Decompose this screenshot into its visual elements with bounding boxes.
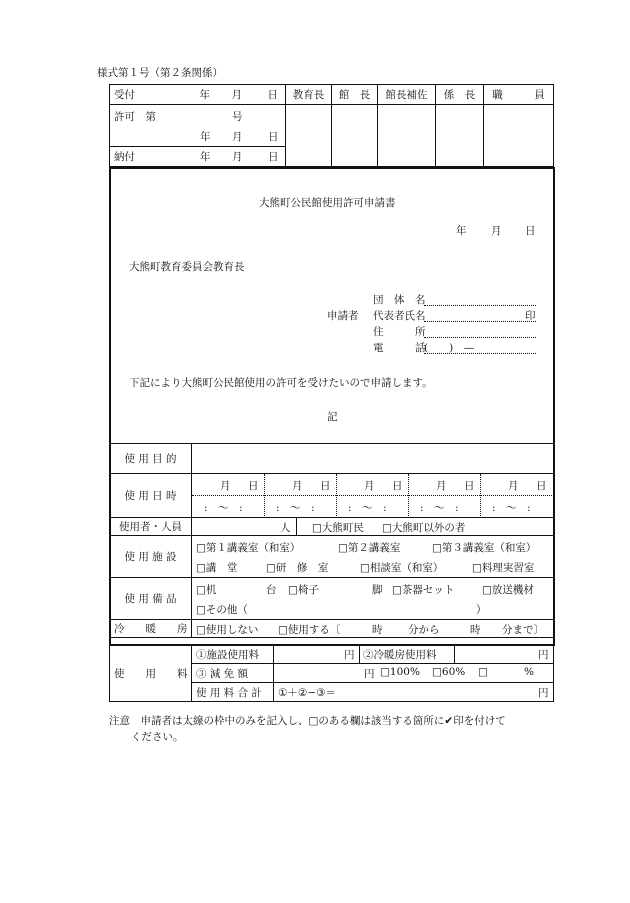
form-number: 様式第１号（第２条関係） [97,67,223,79]
facility-label: 使 用 施 設 [110,536,192,578]
purpose-label: 使 用 目 的 [110,444,192,474]
phone-field[interactable]: ( ) — [424,340,536,354]
uketsuke-cell: 受付 年 月 日 [110,85,286,105]
users-label: 使用者・人員 [110,518,192,536]
aircon-label: 冷 暖 房 [110,620,192,638]
fee-row2[interactable]: 円 □100% □60% □ % [274,664,554,683]
equipment-label: 使 用 備 品 [110,578,192,620]
purpose-field[interactable] [192,444,554,474]
detail-table [109,443,554,638]
aircon-field[interactable]: □使用しない □使用する〔 時 分から 時 分まで〕 [192,620,554,638]
form-title: 大熊町公民館使用許可申請書 [259,197,396,209]
group-field[interactable] [424,292,536,306]
rep-field[interactable] [424,308,536,322]
admin-table [109,84,554,167]
users-field[interactable]: 人 □大熊町民 □大熊町以外の者 [192,518,554,536]
facility-field[interactable]: □第１講義室（和室） □第２講義室 □第３講義室（和室） □講 堂 □研 修 室 □相談室（和室） □料理実習室 [192,536,554,578]
role-kakaricho: 係 長 [436,85,484,105]
kyoka-cell: 許可 第 号 年 月 日 [110,105,286,147]
fee-row3[interactable]: ①＋②−③＝ 円 [274,683,554,702]
address-field[interactable] [424,324,536,338]
datetime-field[interactable]: 月 日 月 日 月 日 月 日 月 日 : 〜 : : 〜 : : 〜 : : 〜 : : 〜 : [192,474,554,518]
equipment-field[interactable]: □机 台 □椅子 脚 □茶器セット □放送機材 □その他（ ） [192,578,554,620]
role-kyoikucho: 教育長 [286,85,332,105]
ki: 記 [327,411,338,423]
note: 注意 申請者は太線の枠中のみを記入し、□のある欄は該当する箇所に✔印を付けて [109,715,506,727]
request-text: 下記により大熊町公民館使用の許可を受けたいので申請します。 [129,377,433,389]
addressee: 大熊町教育委員会教育長 [129,261,245,273]
fee-table: 使 用 料 ①施設使用料 円 ②冷暖房使用料 円 ③ 減 免 額 円 □100% □60% □ % 使 用 料 合 計 ①＋②−③＝ 円 [109,644,554,702]
note-cont: ください。 [131,731,184,743]
fee-row1[interactable]: 円 ②冷暖房使用料 円 [274,645,554,664]
role-hosa: 館長補佐 [378,85,436,105]
role-kancho: 館 長 [332,85,378,105]
nofu-cell: 納付 年 月 日 [110,147,286,167]
role-shokuin: 職 員 [484,85,554,105]
application-frame: 大熊町公民館使用許可申請書 年 月 日 大熊町教育委員会教育長 団 体 名 申請者 代表者氏名 印 住 所 電 話 ( ) — 下記により大熊町公民館使用の許可を受けたいので申請します。 記 使 用 目 的 使 用 日 時 月 日 月 日 月 日 月 日 月 日 : 〜 : : 〜 : : 〜 : : 〜 : : 〜 : 使用者・人員 人 □大熊町民 □大熊町以外の者 使 用 施 設 □第１講義室（和室） □第２講義室 □第３講義室（和室） □講 堂 □研 修 室 □相談室（和室） □料理実習室 使 用 備 品 □机 台 □椅子 脚 □茶器セット □放送機材 □その他（ ） 冷 暖 房 □使用しない □使用する〔 時 分から 時 分まで〕 [109,167,555,646]
datetime-label: 使 用 日 時 [110,474,192,518]
